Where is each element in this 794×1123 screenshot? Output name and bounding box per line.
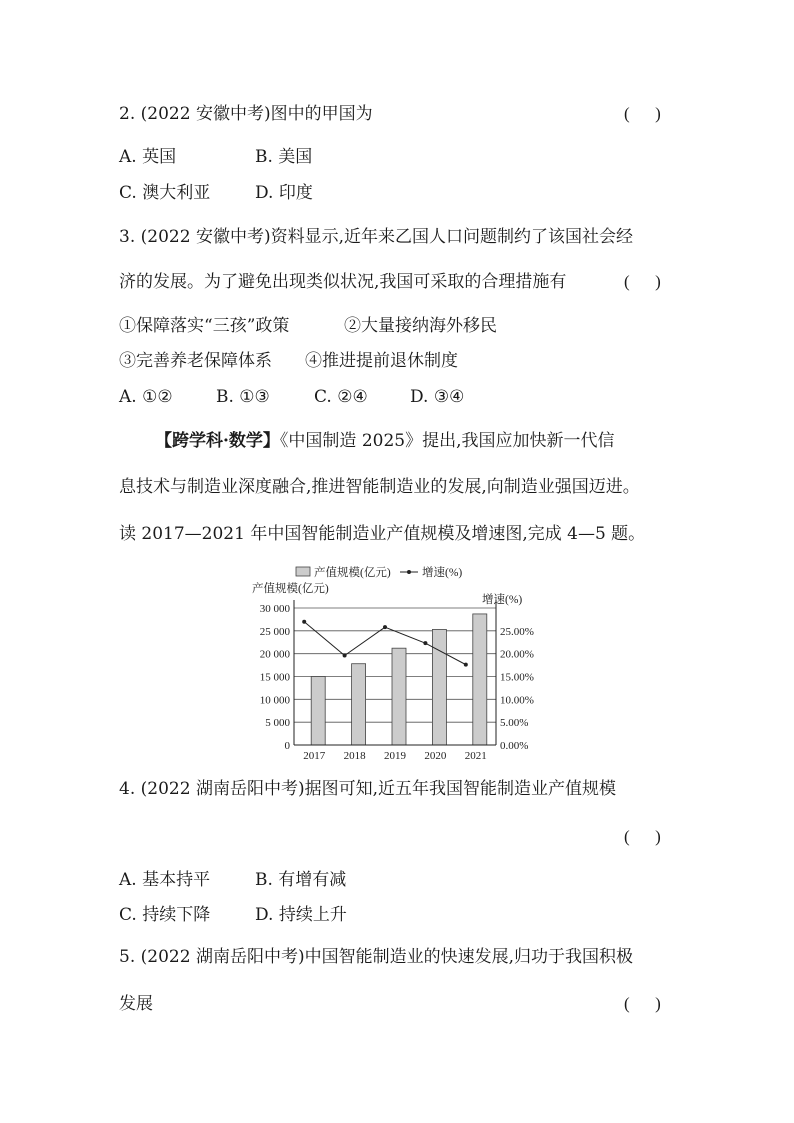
x-tick-label: 2017: [303, 750, 326, 762]
y-right-tick-label: 10.00%: [500, 694, 534, 707]
answer-bracket: ( ): [624, 994, 661, 1013]
x-tick-label: 2021: [464, 750, 487, 762]
option-b: B. 美国: [255, 147, 313, 167]
answer-bracket: ( ): [624, 104, 661, 123]
question-number: 3.: [119, 227, 136, 247]
question-source: (2022 湖南岳阳中考): [140, 947, 305, 967]
option-d: D. 印度: [255, 183, 313, 203]
growth-point-2020: [423, 641, 427, 645]
y-left-tick-label: 30 000: [259, 603, 290, 615]
legend-bar-label: 产值规模(亿元): [314, 567, 391, 579]
y-right-tick-label: 0.00%: [500, 740, 529, 752]
question-text: 中国智能制造业的快速发展,归功于我国积极: [304, 947, 633, 967]
question-2-stem: [119, 103, 373, 125]
option-d: D. 持续上升: [255, 905, 347, 925]
chart-legend: [296, 565, 462, 579]
option-b: B. ①③: [216, 387, 270, 407]
question-3-stem-cont: 济的发展。为了避免出现类似状况,我国可采取的合理措施有: [119, 272, 567, 292]
y-left-tick-label: 10 000: [259, 694, 290, 707]
option-a: A. 基本持平: [119, 870, 211, 890]
answer-bracket: ( ): [624, 827, 661, 846]
option-c: C. 澳大利亚: [119, 183, 211, 203]
bar-2020: [432, 629, 446, 745]
y-right-tick-label: 15.00%: [500, 671, 534, 684]
x-tick-label: 2018: [343, 750, 366, 762]
statement-2: ②大量接纳海外移民: [344, 316, 497, 336]
option-a: A. 英国: [119, 147, 177, 167]
y-right-axis-title: 增速(%): [482, 594, 523, 606]
statement-3: ③完善养老保障体系: [119, 351, 272, 371]
option-d: D. ③④: [410, 387, 465, 407]
y-right-tick-label: 20.00%: [500, 648, 534, 661]
bar-2017: [311, 677, 325, 746]
growth-point-2017: [302, 620, 306, 624]
option-c: C. ②④: [314, 387, 368, 407]
chart: [250, 560, 550, 762]
question-source: (2022 安徽中考): [140, 227, 271, 247]
legend-bar-swatch: [296, 567, 310, 576]
question-number: 5.: [119, 947, 136, 967]
question-5-stem: [119, 946, 633, 968]
growth-point-2021: [464, 663, 468, 667]
y-left-tick-label: 0: [284, 740, 290, 752]
y-left-tick-label: 20 000: [259, 648, 290, 661]
statement-1: ①保障落实“三孩”政策: [119, 316, 290, 336]
y-left-tick-label: 5 000: [265, 717, 290, 730]
legend-line-marker: [407, 570, 411, 574]
question-5-stem-cont: 发展: [119, 994, 153, 1014]
bar-2021: [473, 614, 487, 745]
question-3-stem: [119, 226, 633, 248]
option-b: B. 有增有减: [255, 870, 347, 890]
y-right-tick-label: 5.00%: [500, 717, 529, 730]
growth-point-2019: [383, 625, 387, 629]
question-number: 2.: [119, 104, 136, 124]
answer-bracket: ( ): [624, 272, 661, 291]
intro-line-3: 读 2017—2021 年中国智能制造业产值规模及增速图,完成 4—5 题。: [119, 524, 646, 544]
question-source: (2022 安徽中考): [140, 104, 271, 124]
statement-4: ④推进提前退休制度: [305, 351, 458, 371]
cross-subject-tag: 【跨学科·数学】: [155, 431, 280, 451]
growth-point-2018: [343, 653, 347, 657]
question-4-stem: [119, 778, 616, 800]
question-text: 资料显示,近年来乙国人口问题制约了该国社会经: [270, 227, 633, 247]
x-tick-label: 2019: [384, 750, 406, 762]
option-c: C. 持续下降: [119, 905, 211, 925]
bar-2018: [352, 664, 366, 745]
intro-text: 《中国制造 2025》提出,我国应加快新一代信: [279, 431, 615, 451]
question-text: 图中的甲国为: [270, 104, 373, 124]
intro-line-1: [155, 430, 615, 452]
question-number: 4.: [119, 779, 136, 799]
option-a: A. ①②: [119, 387, 173, 407]
intro-line-2: 息技术与制造业深度融合,推进智能制造业的发展,向制造业强国迈进。: [119, 477, 640, 497]
question-text: 据图可知,近五年我国智能制造业产值规模: [304, 779, 616, 799]
y-left-tick-label: 25 000: [259, 625, 290, 638]
y-left-tick-label: 15 000: [259, 671, 290, 684]
bar-2019: [392, 648, 406, 745]
y-right-tick-label: 25.00%: [500, 625, 534, 638]
y-left-axis-title: 产值规模(亿元): [252, 583, 329, 595]
chart-bars: [311, 614, 487, 745]
x-tick-label: 2020: [424, 750, 447, 762]
legend-line-label: 增速(%): [422, 567, 463, 579]
question-source: (2022 湖南岳阳中考): [140, 779, 305, 799]
